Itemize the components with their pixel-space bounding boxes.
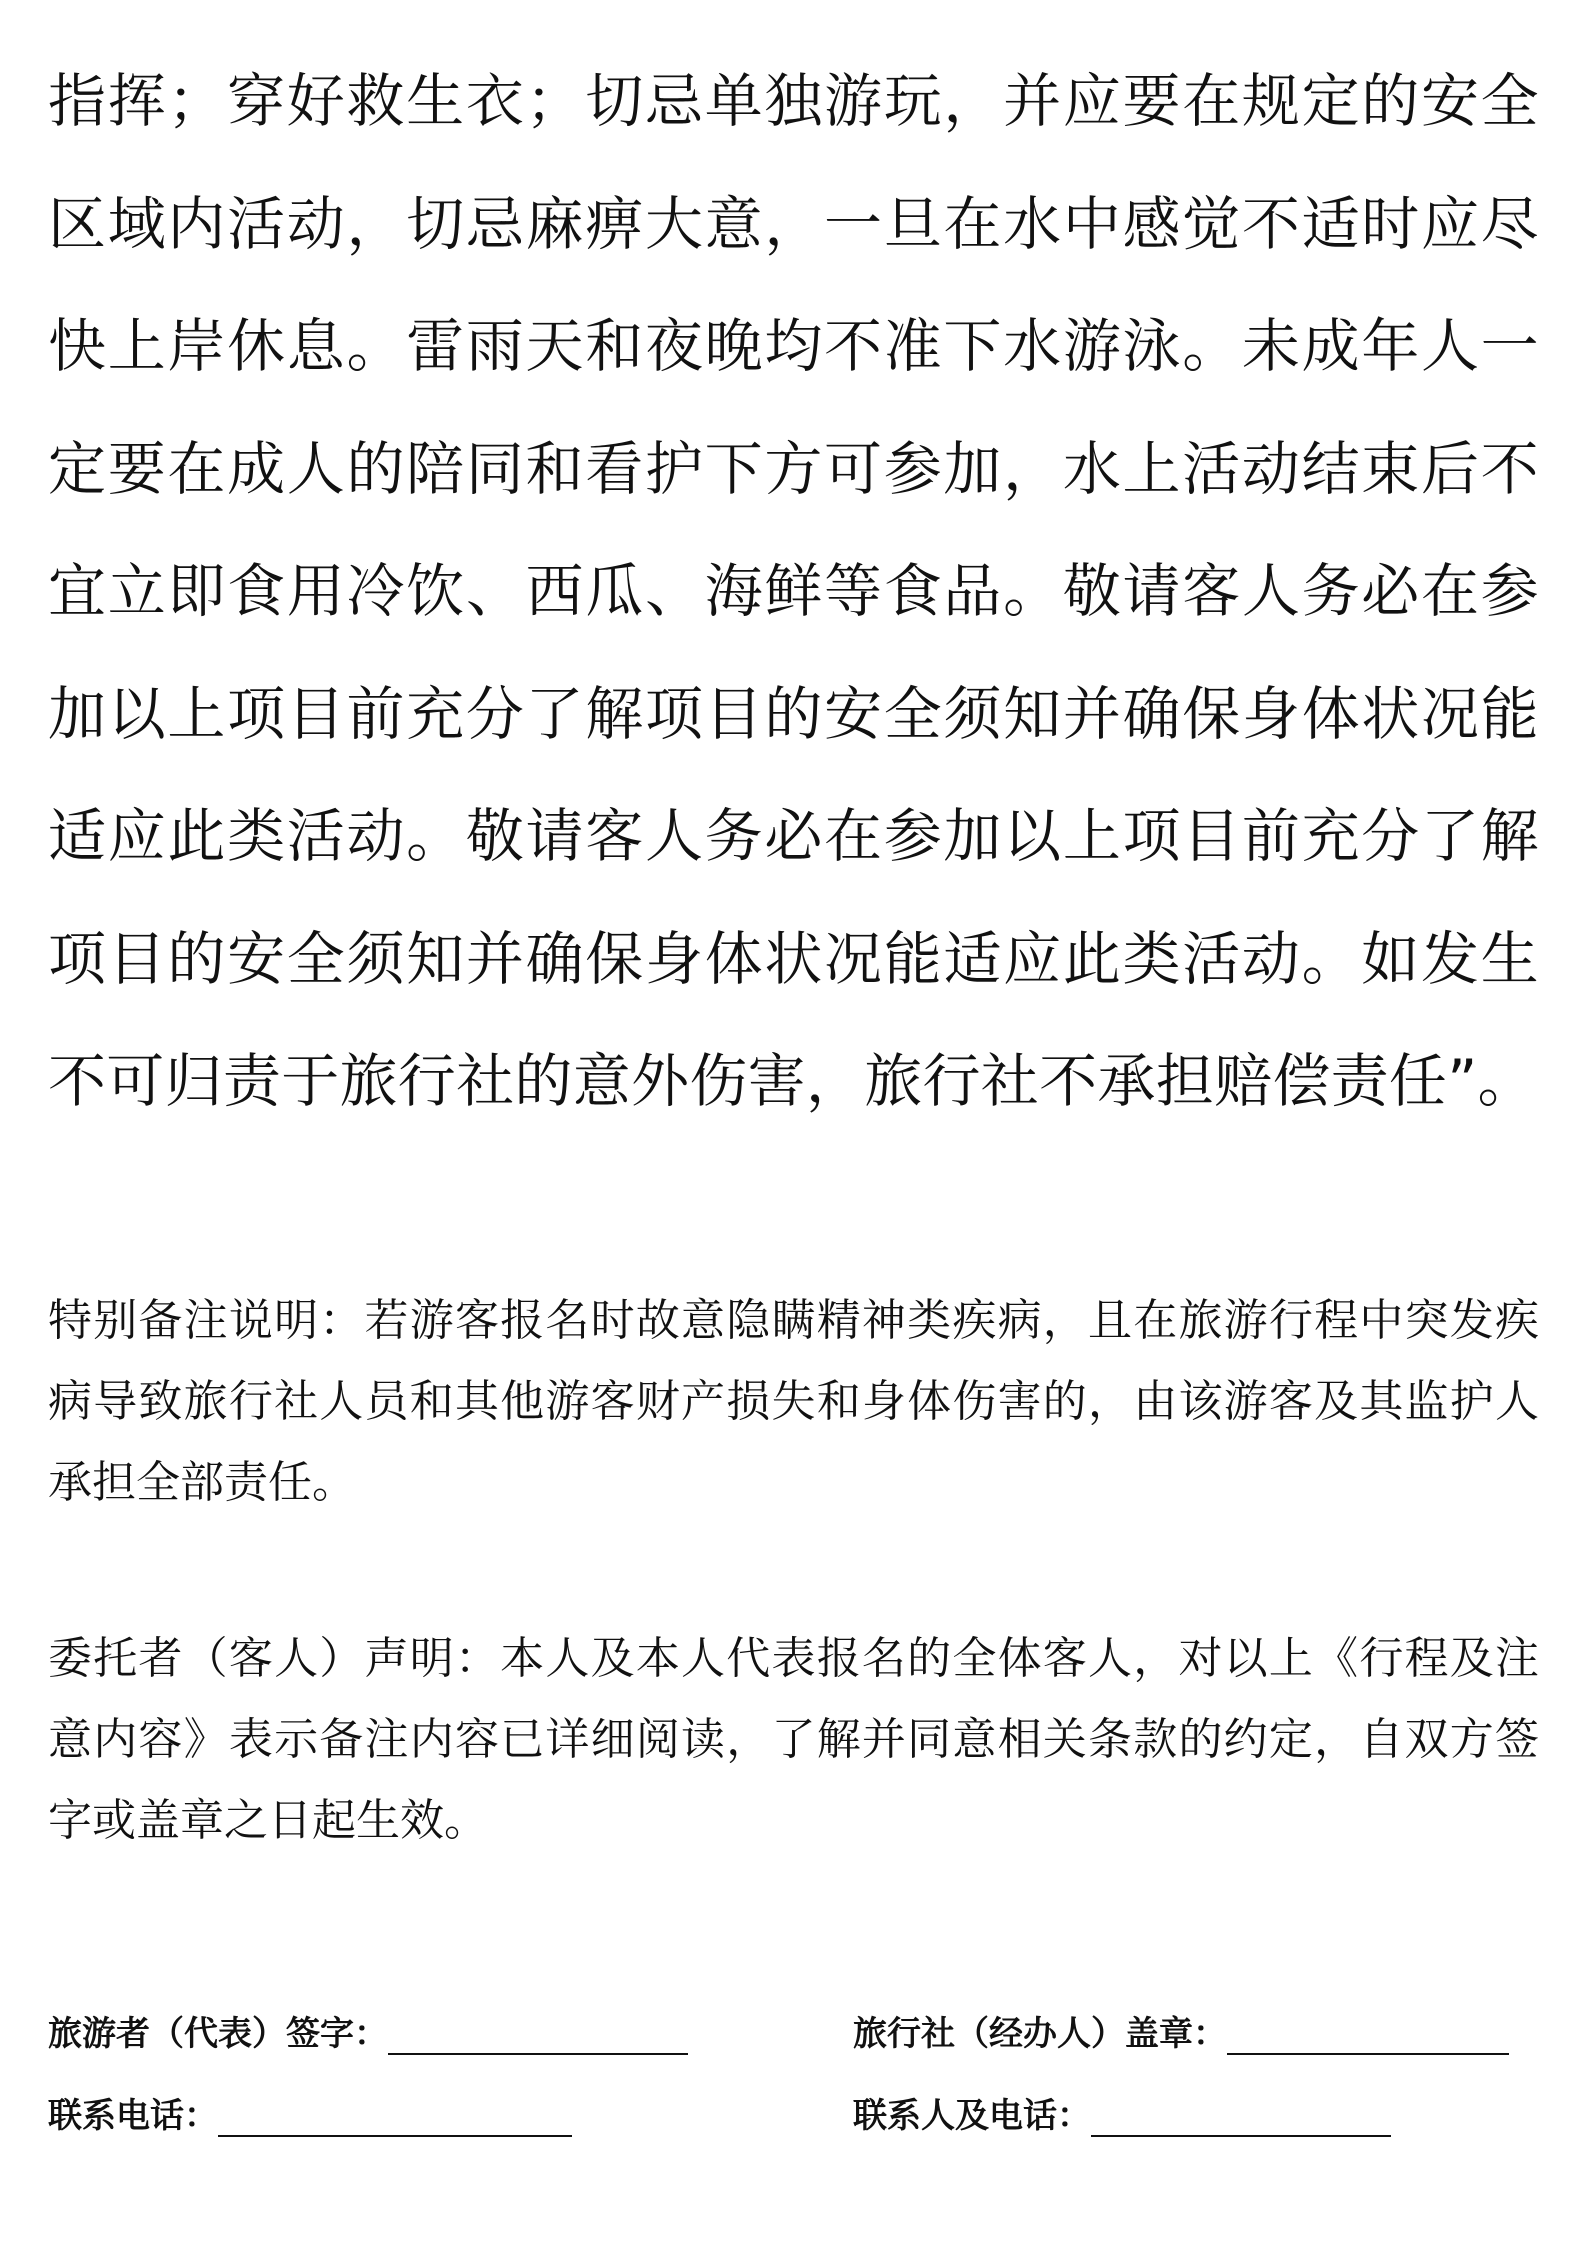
main-paragraph: 指挥；穿好救生衣；切忌单独游玩，并应要在规定的安全区域内活动，切忌麻痹大意，一旦在水中感觉不适时应尽快上岸休息。雷雨天和夜晚均不准下水游泳。未成年人一定要在成人的陪同和看护下方可参加，水上活动结束后不宜立即食用冷饮、西瓜、海鲜等食品。敬请客人务必在参加以上项目前充分了解项目的安全须知并确保身体状况能适应此类活动。敬请客人务必在参加以上项目前充分了解项目的安全须知并确保身体状况能适应此类活动。如发生不可归责于旅行社的意外伤害，旅行社不承担赔偿责任”。	[48, 67, 1539, 1115]
special-note: 特别备注说明：若游客报名时故意隐瞒精神类疾病，且在旅游行程中突发疾病导致旅行社人员和其他游客财产损失和身体伤害的，由该游客及其监护人承担全部责任。	[48, 1295, 1539, 1508]
agency-seal-field	[853, 2006, 1509, 2055]
tourist-signature-label: 旅游者（代表）签字：	[48, 2014, 388, 2054]
tourist-phone-line[interactable]	[218, 2095, 572, 2137]
tourist-signature-line[interactable]	[388, 2013, 688, 2055]
tourist-phone-field	[48, 2088, 572, 2137]
tourist-signature-field	[48, 2006, 688, 2055]
agency-contact-label: 联系人及电话：	[853, 2096, 1091, 2136]
tourist-phone-label: 联系电话：	[48, 2096, 218, 2136]
client-statement: 委托者（客人）声明：本人及本人代表报名的全体客人，对以上《行程及注意内容》表示备注内容已详细阅读，了解并同意相关条款的约定，自双方签字或盖章之日起生效。	[48, 1633, 1539, 1846]
agency-contact-line[interactable]	[1091, 2095, 1391, 2137]
agency-seal-line[interactable]	[1227, 2013, 1509, 2055]
agency-seal-label: 旅行社（经办人）盖章：	[853, 2014, 1227, 2054]
agency-contact-field	[853, 2088, 1391, 2137]
